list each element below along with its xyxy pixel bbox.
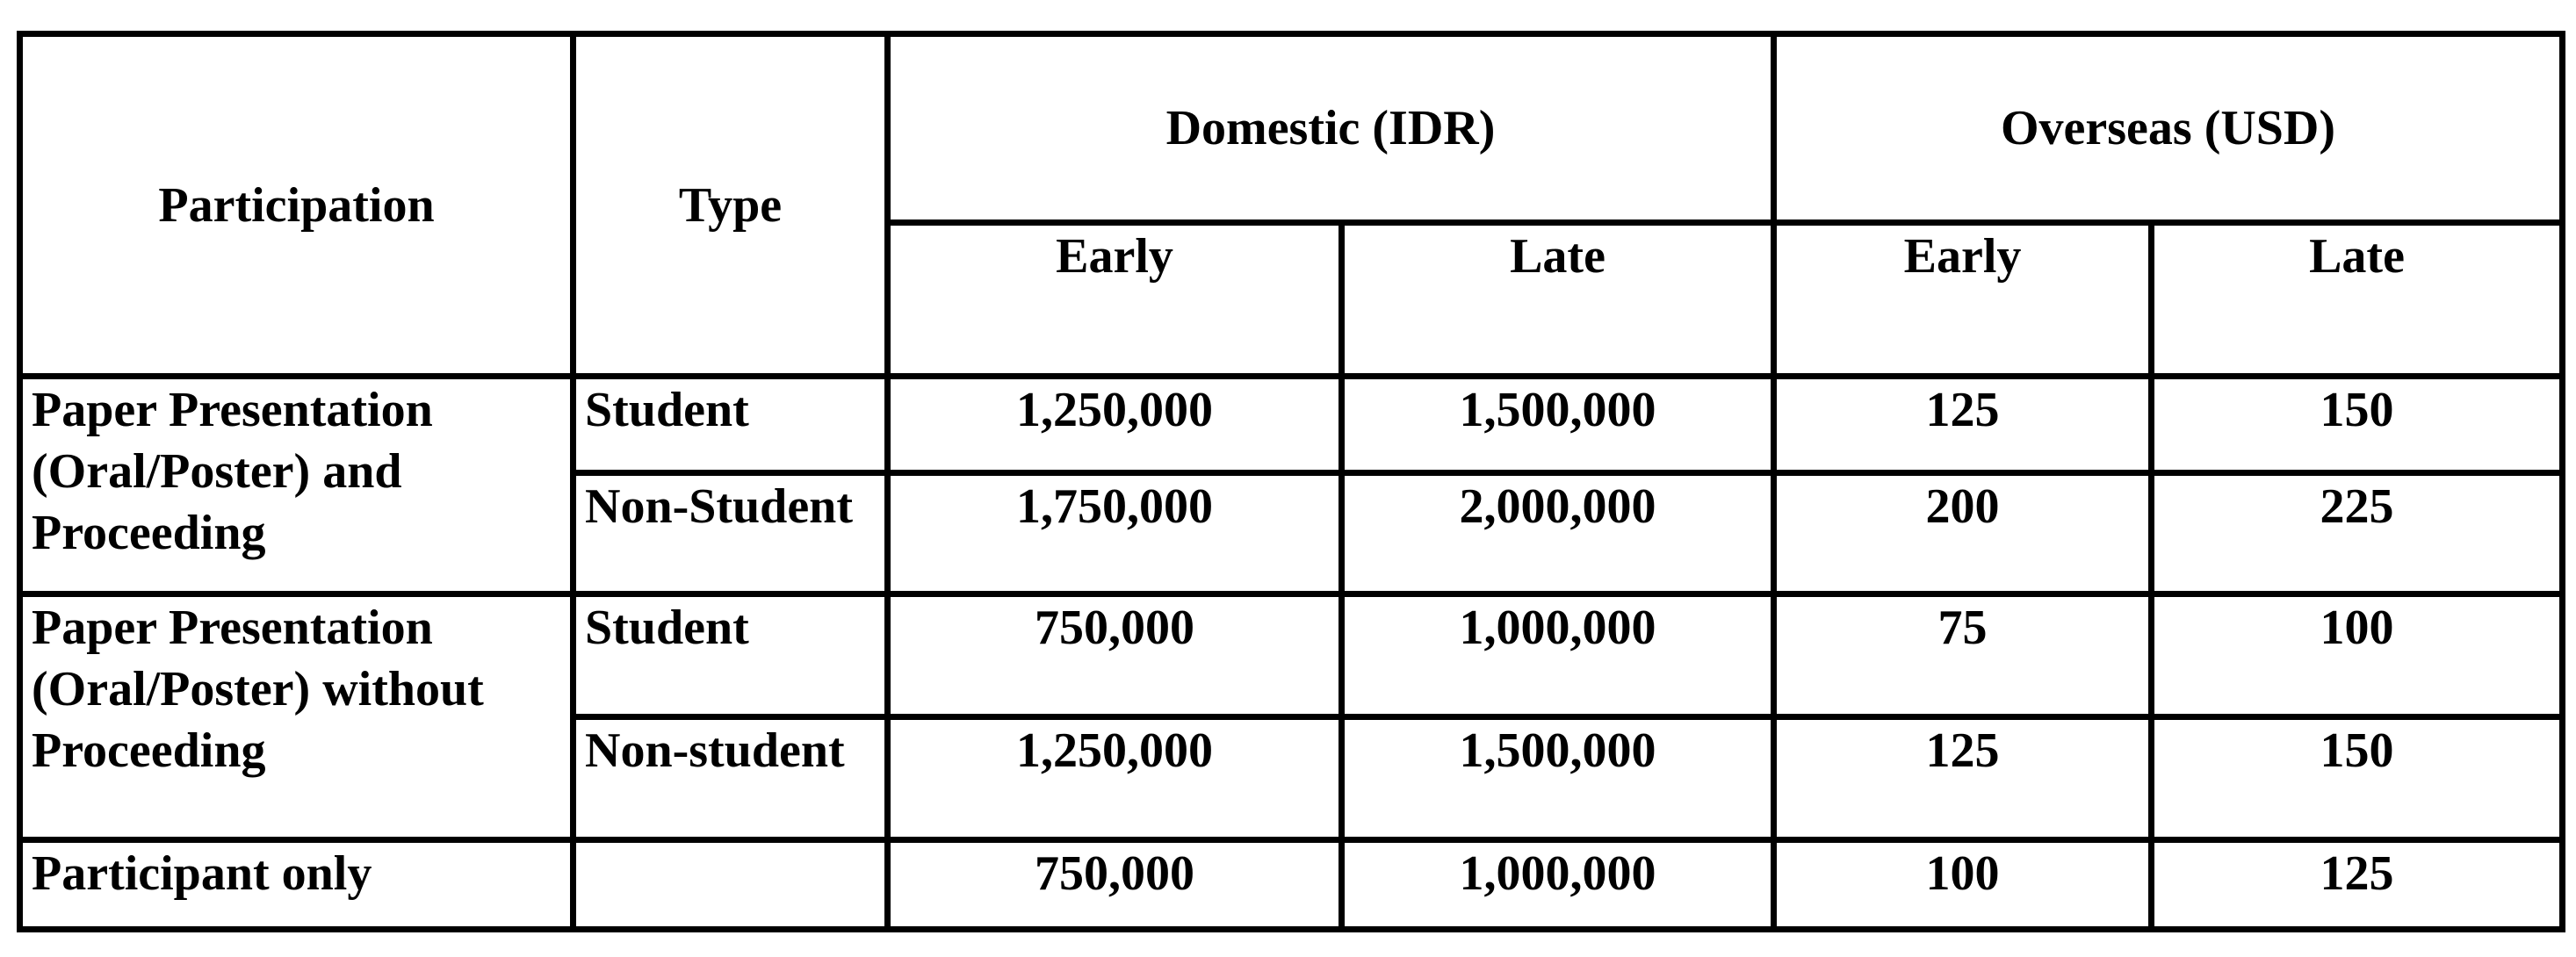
table-row — [20, 840, 2563, 930]
table-row — [20, 377, 2563, 473]
overseas-early-header — [1774, 223, 2152, 377]
fee-value: 1,000,000 — [1459, 601, 1656, 655]
type-cell — [574, 473, 888, 594]
domestic-early-cell — [888, 377, 1342, 473]
domestic-late-cell — [1342, 840, 1774, 930]
participation-line: (Oral/Poster) and — [32, 444, 402, 499]
domestic-early-header — [888, 223, 1342, 377]
domestic-late-header — [1342, 223, 1774, 377]
type-value: Non-student — [585, 723, 845, 778]
domestic-late-cell — [1342, 717, 1774, 840]
domestic-late-cell — [1342, 594, 1774, 717]
overseas-header-label: Overseas (USD) — [2000, 101, 2336, 155]
overseas-early-cell — [1774, 377, 2152, 473]
domestic-late-cell — [1342, 473, 1774, 594]
fee-value: 125 — [1925, 723, 2000, 778]
domestic-header-label: Domestic (IDR) — [1165, 101, 1496, 155]
type-value: Non-Student — [585, 479, 853, 534]
domestic-late-label: Late — [1510, 229, 1605, 284]
fee-value: 75 — [1937, 601, 1988, 655]
domestic-early-cell — [888, 840, 1342, 930]
participation-header — [20, 34, 574, 377]
domestic-late-cell — [1342, 377, 1774, 473]
domestic-header — [888, 34, 1774, 223]
fee-value: 750,000 — [1035, 601, 1194, 655]
overseas-early-cell — [1774, 594, 2152, 717]
table-row — [20, 594, 2563, 717]
fee-value: 150 — [2320, 723, 2394, 778]
participation-cell — [20, 594, 574, 840]
participation-line: Proceeding — [32, 506, 266, 560]
fee-value: 150 — [2320, 383, 2394, 437]
overseas-late-cell — [2152, 717, 2563, 840]
overseas-late-label: Late — [2309, 229, 2405, 284]
type-cell — [574, 840, 888, 930]
fee-value: 1,750,000 — [1016, 479, 1213, 534]
type-cell — [574, 594, 888, 717]
type-header — [574, 34, 888, 377]
overseas-late-cell — [2152, 840, 2563, 930]
overseas-early-label: Early — [1903, 229, 2022, 284]
domestic-early-label: Early — [1056, 229, 1173, 284]
domestic-early-cell — [888, 717, 1342, 840]
fee-value: 1,250,000 — [1016, 723, 1213, 778]
fee-value: 200 — [1925, 479, 2000, 534]
type-cell — [574, 717, 888, 840]
fee-value: 1,500,000 — [1459, 383, 1656, 437]
fee-value: 1,000,000 — [1459, 846, 1656, 901]
domestic-early-cell — [888, 594, 1342, 717]
type-value: Student — [585, 383, 749, 437]
participation-line: (Oral/Poster) without — [32, 662, 484, 716]
participation-line: Paper Presentation — [32, 601, 433, 655]
participation-header-label: Participation — [158, 177, 435, 233]
participation-line: Proceeding — [32, 723, 266, 778]
domestic-early-cell — [888, 473, 1342, 594]
overseas-late-cell — [2152, 473, 2563, 594]
header-row — [20, 34, 2563, 223]
fee-value: 1,250,000 — [1016, 383, 1213, 437]
participation-line: Paper Presentation — [32, 383, 433, 437]
type-cell — [574, 377, 888, 473]
overseas-early-cell — [1774, 840, 2152, 930]
fee-value: 100 — [2320, 601, 2394, 655]
participation-line: Participant only — [32, 846, 372, 901]
participation-cell — [20, 377, 574, 594]
overseas-late-cell — [2152, 377, 2563, 473]
overseas-header — [1774, 34, 2563, 223]
fee-value: 750,000 — [1035, 846, 1194, 901]
fee-value: 100 — [1925, 846, 2000, 901]
fee-value: 125 — [2320, 846, 2394, 901]
registration-fee-table — [17, 31, 2565, 932]
overseas-early-cell — [1774, 473, 2152, 594]
overseas-late-header — [2152, 223, 2563, 377]
overseas-late-cell — [2152, 594, 2563, 717]
type-value: Student — [585, 601, 749, 655]
type-header-label: Type — [678, 177, 783, 233]
overseas-early-cell — [1774, 717, 2152, 840]
fee-value: 225 — [2320, 479, 2394, 534]
fee-value: 2,000,000 — [1459, 479, 1656, 534]
participation-cell — [20, 840, 574, 930]
fee-value: 125 — [1925, 383, 2000, 437]
fee-value: 1,500,000 — [1459, 723, 1656, 778]
